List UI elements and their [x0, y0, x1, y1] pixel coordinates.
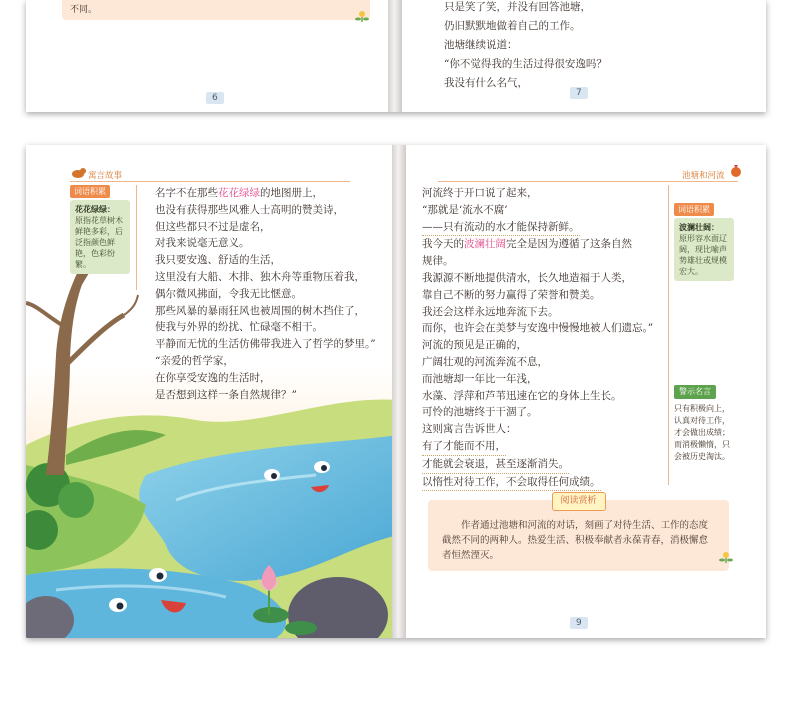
running-head: 池塘和河流 — [682, 171, 725, 181]
text-segment: 有了才能而不用， — [422, 439, 506, 452]
text-segment: 是否想到这样一条自然规律？” — [155, 388, 297, 401]
text-line — [422, 219, 653, 237]
vocab-tag: 词语积累 — [70, 185, 110, 198]
top-left-pink-box — [62, 0, 370, 20]
text-line — [422, 456, 653, 474]
text-line — [422, 320, 653, 337]
motto-box — [674, 385, 734, 463]
page-number: 7 — [570, 87, 588, 99]
text-line: 池塘继续说道： — [444, 39, 518, 51]
text-segment: ——只有流动的水才能保持新鲜。 — [422, 220, 580, 233]
text-line: 只是笑了笑，并没有回答池塘， — [444, 1, 591, 13]
text-line — [422, 270, 653, 287]
bottom-gutter — [392, 145, 406, 638]
text-segment: 使我与外界的纷扰、忙碌毫不相干。 — [155, 321, 323, 334]
running-head-rule — [70, 181, 350, 182]
text-line — [422, 304, 653, 321]
text-line — [155, 353, 376, 370]
top-right-page — [398, 0, 764, 112]
flower-icon — [718, 549, 734, 563]
vocab-definition: 原指花草树木鲜艳多彩，后泛指颜色鲜艳，色彩纷繁。 — [75, 216, 123, 269]
text-line — [155, 202, 376, 219]
text-segment: 靠自己不断的努力赢得了荣誉和赞美。 — [422, 288, 601, 301]
text-segment: “亲爱的哲学家， — [155, 354, 234, 367]
text-segment: 水藻、浮萍和芦苇迅速在它的身体上生长。 — [422, 389, 622, 402]
page-number: 9 — [570, 617, 588, 629]
text-segment: 规律。 — [422, 255, 454, 268]
text-segment: 河流终于开口说了起来， — [422, 187, 538, 199]
text-line: 仍旧默默地做着自己的工作。 — [444, 20, 581, 32]
text-line: “你不觉得我的生活过得很安逸吗？ — [444, 58, 607, 70]
text-line — [155, 387, 376, 404]
text-segment: 我只要安逸、舒适的生活， — [155, 254, 281, 267]
highlighted-term: 花花绿绿 — [218, 187, 260, 199]
text-line: 我没有什么名气， — [444, 77, 528, 89]
vocab-tag: 词语积累 — [674, 203, 714, 216]
text-segment: 也没有获得那些风雅人士高明的赞美诗， — [155, 203, 344, 216]
text-line — [422, 337, 653, 354]
running-head-rule — [438, 181, 738, 182]
text-segment: 而你，也许会在美梦与安逸中慢慢地被人们遗忘。” — [422, 322, 654, 335]
text-segment: 这里没有大船、木排、独木舟等重物压着我， — [155, 270, 365, 283]
text-segment: 以惰性对待工作，不会取得任何成绩。 — [422, 475, 601, 488]
box-fragment-text: 不同。 — [70, 5, 98, 15]
vocab-term: 波澜壮阔： — [679, 223, 719, 232]
text-line — [155, 286, 376, 303]
text-segment: 在你享受安逸的生活时， — [155, 371, 271, 384]
text-line — [422, 287, 653, 304]
vocab-definition: 原形容水面辽阔，现比喻声势雄壮或规模宏大。 — [679, 234, 727, 276]
motto-tag: 警示名言 — [674, 385, 716, 399]
vocab-card — [70, 200, 130, 274]
top-right-text — [444, 0, 607, 93]
running-head: 寓言故事 — [88, 171, 123, 181]
text-line — [422, 388, 653, 405]
text-segment: 但这些都只不过是虚名， — [155, 220, 271, 233]
text-line — [422, 474, 653, 492]
text-segment: 对我来说毫无意义。 — [155, 237, 250, 250]
top-left-page — [26, 0, 396, 112]
text-line — [155, 370, 376, 387]
text-line — [422, 404, 653, 421]
top-gutter — [388, 0, 402, 112]
text-segment: 可怜的池塘终于干涸了。 — [422, 406, 538, 419]
margin-rule — [668, 185, 669, 485]
reading-analysis-box — [428, 496, 729, 571]
text-line — [155, 219, 376, 236]
motto-text: 只有积极向上，认真对待工作，才会做出成绩；而消极懒惰，只会被历史淘汰。 — [674, 404, 730, 461]
text-line — [155, 235, 376, 252]
text-line — [422, 202, 653, 219]
vocab-term: 花花绿绿： — [75, 205, 115, 214]
page-number: 6 — [206, 92, 224, 104]
reading-text: 作者通过池塘和河流的对话，刻画了对待生活、工作的态度截然不同的两种人。热爱生活、积极奉献者永葆青春，消极懈怠者恒然湮灭。 — [442, 520, 709, 561]
text-segment: 这则寓言告诉世人： — [422, 423, 517, 436]
vocab-note — [70, 185, 130, 274]
margin-rule — [136, 185, 137, 290]
text-line — [155, 269, 376, 286]
text-line — [155, 336, 376, 353]
bottom-right-page — [398, 145, 766, 638]
text-line — [422, 421, 653, 438]
text-segment: 那些风暴的暴雨狂风也被周围的树木挡住了， — [155, 304, 365, 317]
text-segment: 完全是因为遵循了这条自然 — [506, 238, 632, 251]
text-line — [155, 303, 376, 320]
dog-icon — [70, 167, 86, 179]
story-text-left — [155, 185, 376, 403]
text-segment: 才能就会衰退，甚至逐渐消失。 — [422, 457, 569, 470]
text-segment: 我源源不断地提供清水，长久地造福于人类， — [422, 271, 632, 284]
text-segment: 名字不在那些 — [155, 187, 218, 199]
text-segment: 广阔壮观的河流奔流不息， — [422, 355, 548, 368]
text-segment: “那就是‘流水不腐’ — [422, 203, 508, 216]
highlighted-term: 波澜壮阔 — [464, 238, 506, 251]
text-line — [155, 185, 376, 202]
text-segment: 而池塘却一年比一年浅， — [422, 372, 538, 385]
text-segment: 平静而无忧的生活仿佛带我进入了哲学的梦里。” — [155, 338, 376, 351]
text-segment: 河流的预见是正确的， — [422, 339, 527, 352]
text-segment: 偶尔微风拂面，令我无比惬意。 — [155, 287, 302, 300]
flower-icon — [354, 8, 370, 22]
text-segment: 的地图册上， — [260, 187, 323, 199]
rooster-icon — [728, 163, 744, 179]
text-line — [422, 253, 653, 270]
text-line — [422, 236, 653, 253]
bottom-left-page — [26, 145, 398, 638]
story-text-right — [422, 185, 653, 491]
vocab-note — [674, 203, 734, 281]
text-line — [422, 438, 653, 456]
text-line — [155, 319, 376, 336]
text-line — [422, 354, 653, 371]
text-line — [422, 371, 653, 388]
text-segment: 我今天的 — [422, 238, 464, 251]
text-line — [422, 185, 653, 202]
text-line — [155, 252, 376, 269]
reading-tag: 阅读赏析 — [551, 492, 605, 511]
text-segment: 我还会这样永远地奔流下去。 — [422, 305, 559, 318]
vocab-card — [674, 218, 734, 281]
